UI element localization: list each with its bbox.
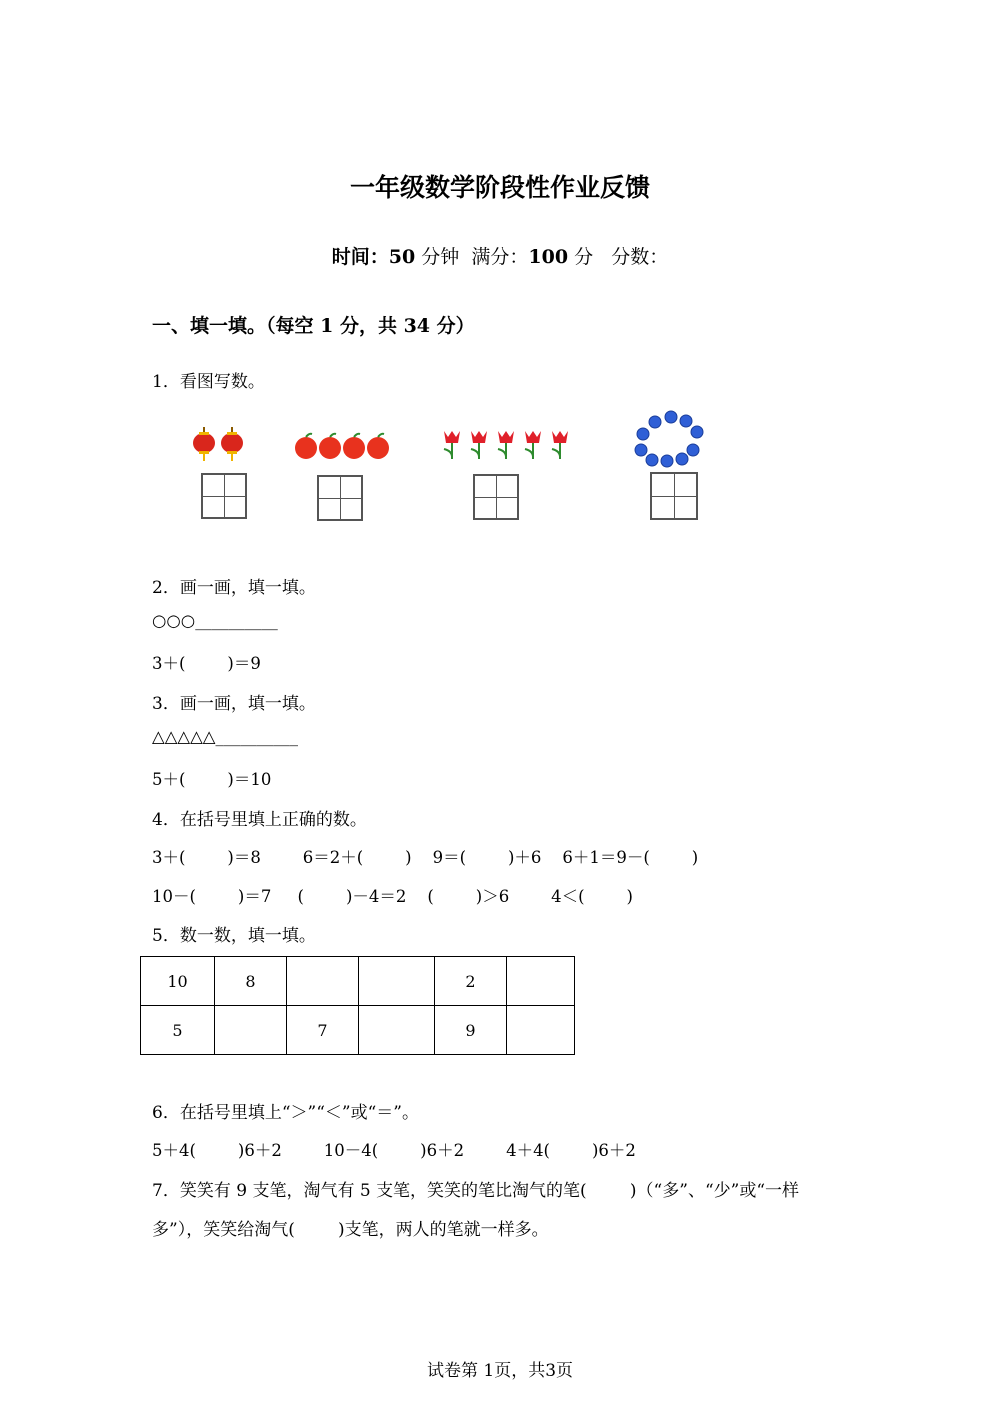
time-label: 时间： (331, 246, 389, 268)
full-score-value: 100 (528, 246, 569, 268)
table-cell[interactable]: 5 (141, 1006, 215, 1055)
answer-box-3[interactable] (473, 474, 519, 520)
time-unit: 分钟 满分： (415, 246, 529, 268)
table-row (141, 957, 575, 1006)
table-cell[interactable] (507, 1006, 575, 1055)
table-cell[interactable] (215, 1006, 287, 1055)
page-footer: 试卷第 1页，共3页 (426, 1361, 574, 1381)
question-7-line-1: 7．笑笑有 9 支笔，淘气有 5 支笔，笑笑的笔比淘气的笔( )（“多”、“少”或“一样 (152, 1181, 800, 1201)
table-cell[interactable] (507, 957, 575, 1006)
table-row (141, 1006, 575, 1055)
table-cell[interactable] (287, 957, 359, 1006)
answer-box-2[interactable] (317, 475, 363, 521)
section-heading: 一、填一填。（每空 1 分，共 34 分） (152, 315, 475, 337)
table-cell[interactable]: 7 (287, 1006, 359, 1055)
time-value: 50 (388, 246, 416, 268)
table-cell[interactable]: 10 (141, 957, 215, 1006)
question-6: 6．在括号里填上“＞”“＜”或“＝”。 (152, 1103, 419, 1123)
count-table (140, 956, 575, 1055)
q3-triangles: △△△△△__________ (152, 727, 298, 746)
answer-box-4[interactable] (650, 472, 698, 520)
question-3: 3．画一画，填一填。 (152, 694, 316, 714)
question-5: 5．数一数，填一填。 (152, 926, 316, 946)
q2-circles: ○○○__________ (152, 611, 278, 630)
dot-ring (630, 408, 710, 474)
table-cell[interactable]: 9 (435, 1006, 507, 1055)
dot-icon (630, 408, 710, 470)
full-score-unit: 分 分数： (568, 246, 669, 268)
q6-line: 5＋4( )6＋2 10－4( )6＋2 4＋4( )6＋2 (152, 1141, 636, 1160)
flower-group (440, 427, 575, 465)
q4-line-1: 3＋( )＝8 6＝2＋( ) 9＝( )＋6 6＋1＝9－( ) (152, 848, 699, 867)
question-2: 2．画一画，填一填。 (152, 578, 316, 598)
page-title: 一年级数学阶段性作业反馈 (349, 173, 650, 202)
q4-line-2: 10－( )＝7 ( )－4＝2 ( )＞6 4＜( ) (152, 887, 633, 906)
q3-equation: 5＋( )＝10 (152, 770, 272, 789)
apple-icon (294, 432, 390, 462)
question-7-line-2: 多”），笑笑给淘气( )支笔，两人的笔就一样多。 (152, 1220, 549, 1240)
table-cell[interactable] (359, 1006, 435, 1055)
table-cell[interactable]: 8 (215, 957, 287, 1006)
apple-group (294, 432, 390, 466)
table-cell[interactable]: 2 (435, 957, 507, 1006)
q2-equation: 3＋( )＝9 (152, 654, 261, 673)
exam-info (0, 242, 1000, 269)
lantern-icon (188, 425, 248, 465)
lantern-group (188, 425, 248, 469)
table-cell[interactable] (359, 957, 435, 1006)
flower-icon (440, 427, 575, 461)
question-1: 1．看图写数。 (152, 372, 265, 392)
answer-box-1[interactable] (201, 473, 247, 519)
question-4: 4．在括号里填上正确的数。 (152, 810, 367, 830)
